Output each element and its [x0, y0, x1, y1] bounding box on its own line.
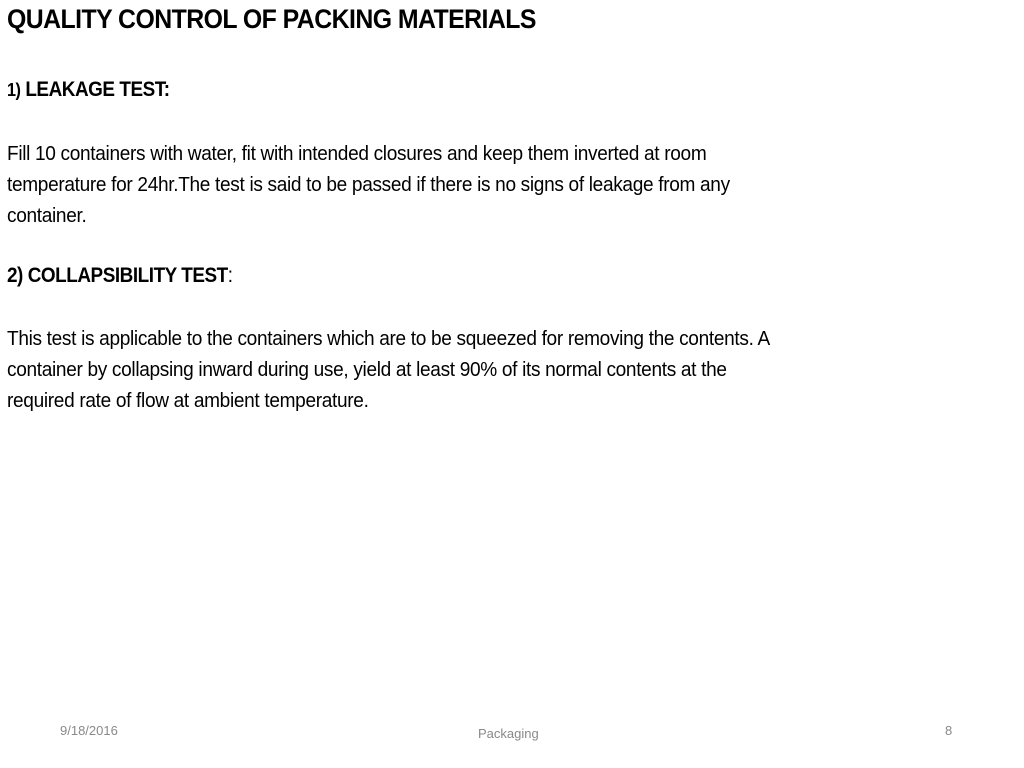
section-heading-text: LEAKAGE TEST: — [20, 78, 170, 101]
section-heading-collapsibility-test — [7, 264, 233, 288]
leakage-test-paragraph — [7, 138, 730, 231]
paragraph-line: container. — [7, 204, 87, 227]
section-heading-text: COLLAPSIBILITY TEST — [22, 264, 228, 287]
footer-date: 9/18/2016 — [60, 723, 118, 738]
section-number: 2) — [7, 264, 23, 287]
paragraph-line: temperature for 24hr.The test is said to be passed if there is no signs of leakage from any — [7, 173, 730, 196]
section-heading-colon: : — [227, 264, 233, 287]
section-number: 1) — [7, 80, 21, 100]
slide-title: QUALITY CONTROL OF PACKING MATERIALS — [7, 4, 536, 34]
footer-page-number: 8 — [945, 723, 953, 738]
paragraph-line: Fill 10 containers with water, fit with intended closures and keep them inverted at room — [7, 142, 707, 165]
paragraph-line: required rate of flow at ambient temperature. — [7, 389, 369, 412]
paragraph-line: This test is applicable to the containers which are to be squeezed for removing the contents. A — [7, 327, 770, 350]
section-heading-leakage-test — [7, 78, 170, 102]
footer-title: Packaging — [478, 726, 539, 741]
paragraph-line: container by collapsing inward during use, yield at least 90% of its normal contents at the — [7, 358, 727, 381]
collapsibility-test-paragraph — [7, 323, 770, 416]
